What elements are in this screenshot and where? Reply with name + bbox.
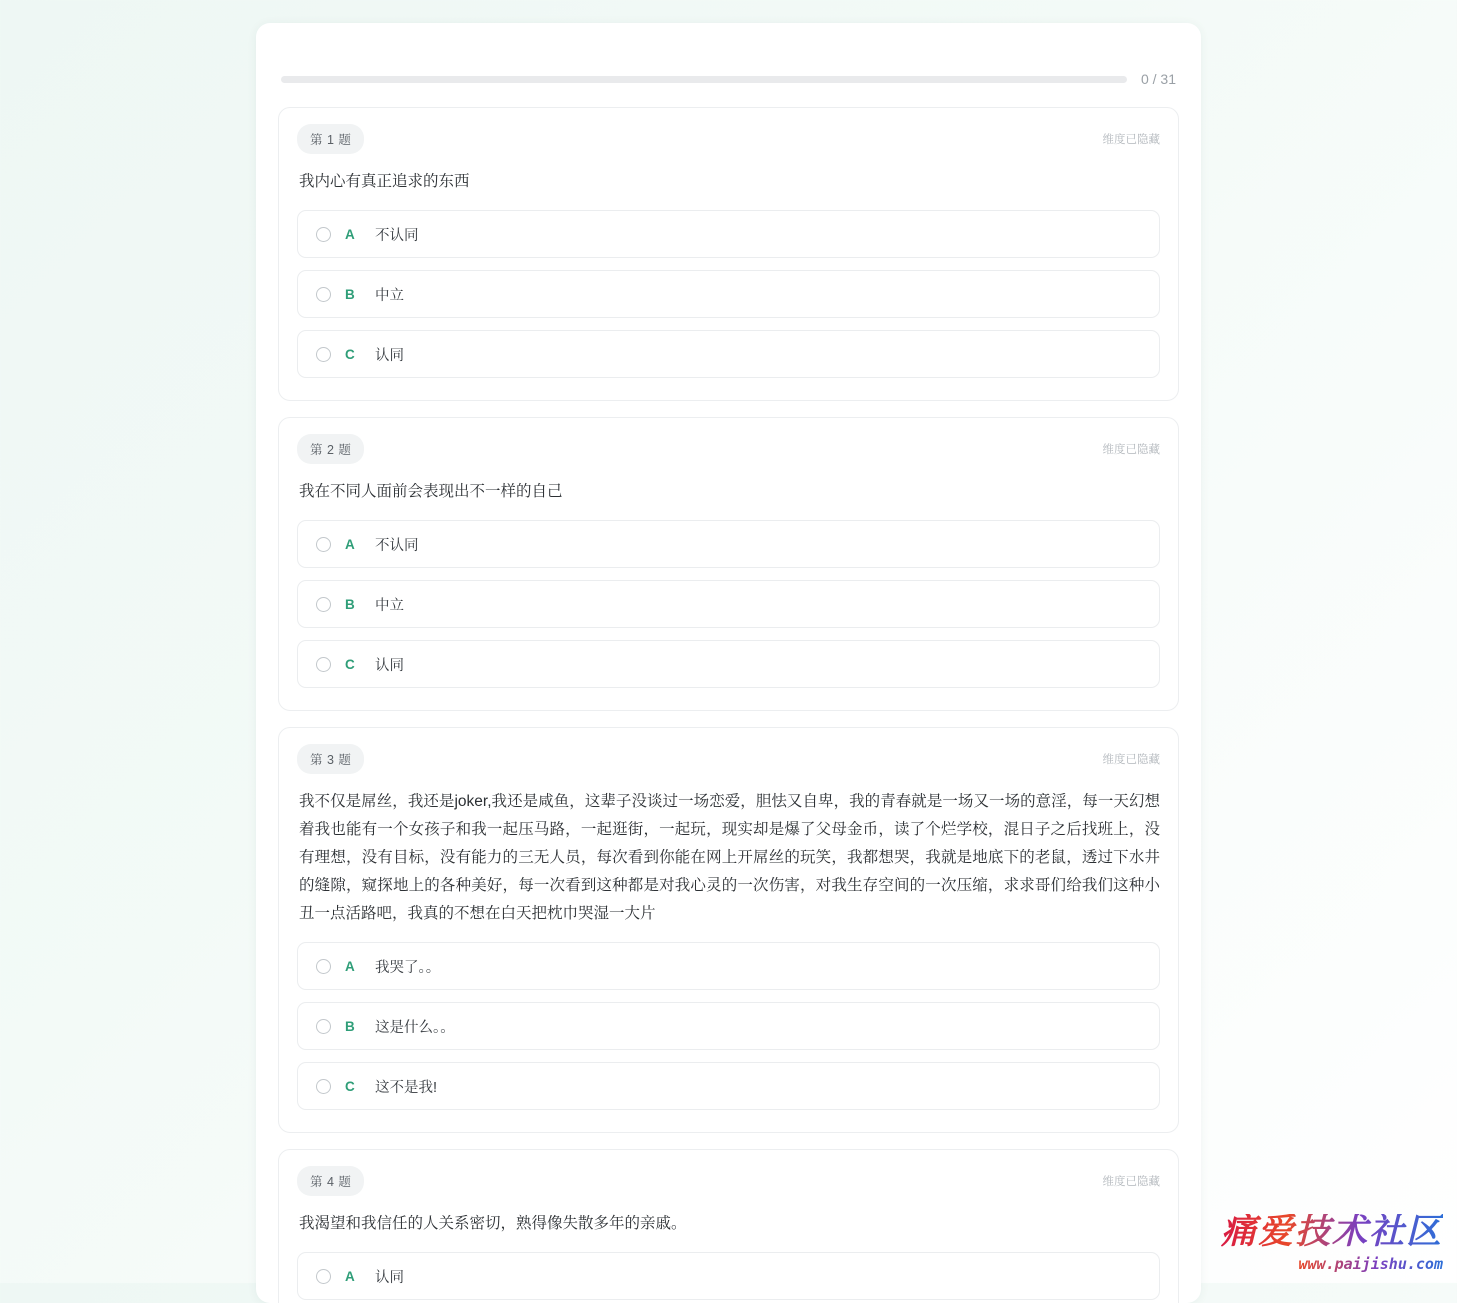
option-label: 不认同	[375, 537, 419, 554]
question-number-badge: 第 2 题	[297, 434, 364, 464]
watermark-title: 痛爱技术社区	[1220, 1211, 1443, 1252]
option-label: 不认同	[375, 227, 419, 244]
option-label: 认同	[375, 347, 404, 364]
radio-icon[interactable]	[316, 287, 331, 302]
answer-option[interactable]	[297, 942, 1160, 990]
radio-icon[interactable]	[316, 959, 331, 974]
option-label: 认同	[375, 1269, 404, 1286]
question-text: 我不仅是屌丝，我还是joker,我还是咸鱼，这辈子没谈过一场恋爱，胆怯又自卑，我的青春就是一场又一场的意淫，每一天幻想着我也能有一个女孩子和我一起压马路，一起逛街，一起玩，现实却是爆了父母金币，读了个烂学校，混日子之后找班上，没有理想，没有目标，没有能力的三无人员，每次看到你能在网上开屌丝的玩笑，我都想哭，我就是地底下的老鼠，透过下水井的缝隙，窥探地上的各种美好，每一次看到这种都是对我心灵的一次伤害，对我生存空间的一次压缩，求求哥们给我们这种小丑一点活路吧，我真的不想在白天把枕巾哭湿一大片	[299, 793, 1160, 922]
answer-option[interactable]	[297, 640, 1160, 688]
answer-option[interactable]	[297, 1252, 1160, 1300]
option-letter: B	[345, 596, 355, 612]
answer-option[interactable]	[297, 580, 1160, 628]
progress-bar	[281, 76, 1127, 83]
option-letter: B	[345, 1018, 355, 1034]
option-label: 中立	[375, 597, 404, 614]
answer-option[interactable]	[297, 1002, 1160, 1050]
radio-icon[interactable]	[316, 347, 331, 362]
question-header	[297, 434, 1160, 464]
radio-icon[interactable]	[316, 597, 331, 612]
answer-option[interactable]	[297, 330, 1160, 378]
question-number-badge: 第 4 题	[297, 1166, 364, 1196]
answer-option[interactable]	[297, 520, 1160, 568]
dimension-hidden-note: 维度已隐藏	[1102, 754, 1160, 766]
progress-row	[256, 23, 1201, 87]
question-number-badge: 第 1 题	[297, 124, 364, 154]
option-letter: C	[345, 1078, 355, 1094]
option-letter: A	[345, 536, 355, 552]
dimension-hidden-note: 维度已隐藏	[1102, 1176, 1160, 1188]
question-text: 我渴望和我信任的人关系密切，熟得像失散多年的亲戚。	[299, 1215, 687, 1232]
question-header	[297, 1166, 1160, 1196]
dimension-hidden-note: 维度已隐藏	[1102, 444, 1160, 456]
option-letter: A	[345, 1268, 355, 1284]
question-number-badge: 第 3 题	[297, 744, 364, 774]
radio-icon[interactable]	[316, 1079, 331, 1094]
radio-icon[interactable]	[316, 537, 331, 552]
question-text: 我在不同人面前会表现出不一样的自己	[299, 483, 563, 500]
answer-option[interactable]	[297, 210, 1160, 258]
answer-option[interactable]	[297, 270, 1160, 318]
radio-icon[interactable]	[316, 227, 331, 242]
answer-option[interactable]	[297, 1062, 1160, 1110]
progress-count: 0 / 31	[1140, 71, 1176, 87]
question-text: 我内心有真正追求的东西	[299, 173, 470, 190]
radio-icon[interactable]	[316, 1019, 331, 1034]
option-label: 我哭了。。	[375, 959, 441, 976]
radio-icon[interactable]	[316, 1269, 331, 1284]
radio-icon[interactable]	[316, 657, 331, 672]
question-header	[297, 124, 1160, 154]
option-label: 中立	[375, 287, 404, 304]
question-card	[278, 107, 1179, 401]
question-header	[297, 744, 1160, 774]
question-card	[278, 417, 1179, 711]
option-letter: B	[345, 286, 355, 302]
option-letter: C	[345, 346, 355, 362]
question-card	[278, 1149, 1179, 1303]
question-list	[256, 87, 1201, 1303]
option-label: 认同	[375, 657, 404, 674]
option-label: 这不是我!	[375, 1079, 438, 1096]
option-label: 这是什么。。	[375, 1019, 455, 1036]
watermark-url: www.paijishu.com	[1221, 1255, 1443, 1273]
option-letter: C	[345, 656, 355, 672]
question-card	[278, 727, 1179, 1133]
option-letter: A	[345, 226, 355, 242]
watermark	[1220, 1211, 1443, 1273]
quiz-card	[256, 23, 1201, 1303]
option-letter: A	[345, 958, 355, 974]
dimension-hidden-note: 维度已隐藏	[1102, 134, 1160, 146]
